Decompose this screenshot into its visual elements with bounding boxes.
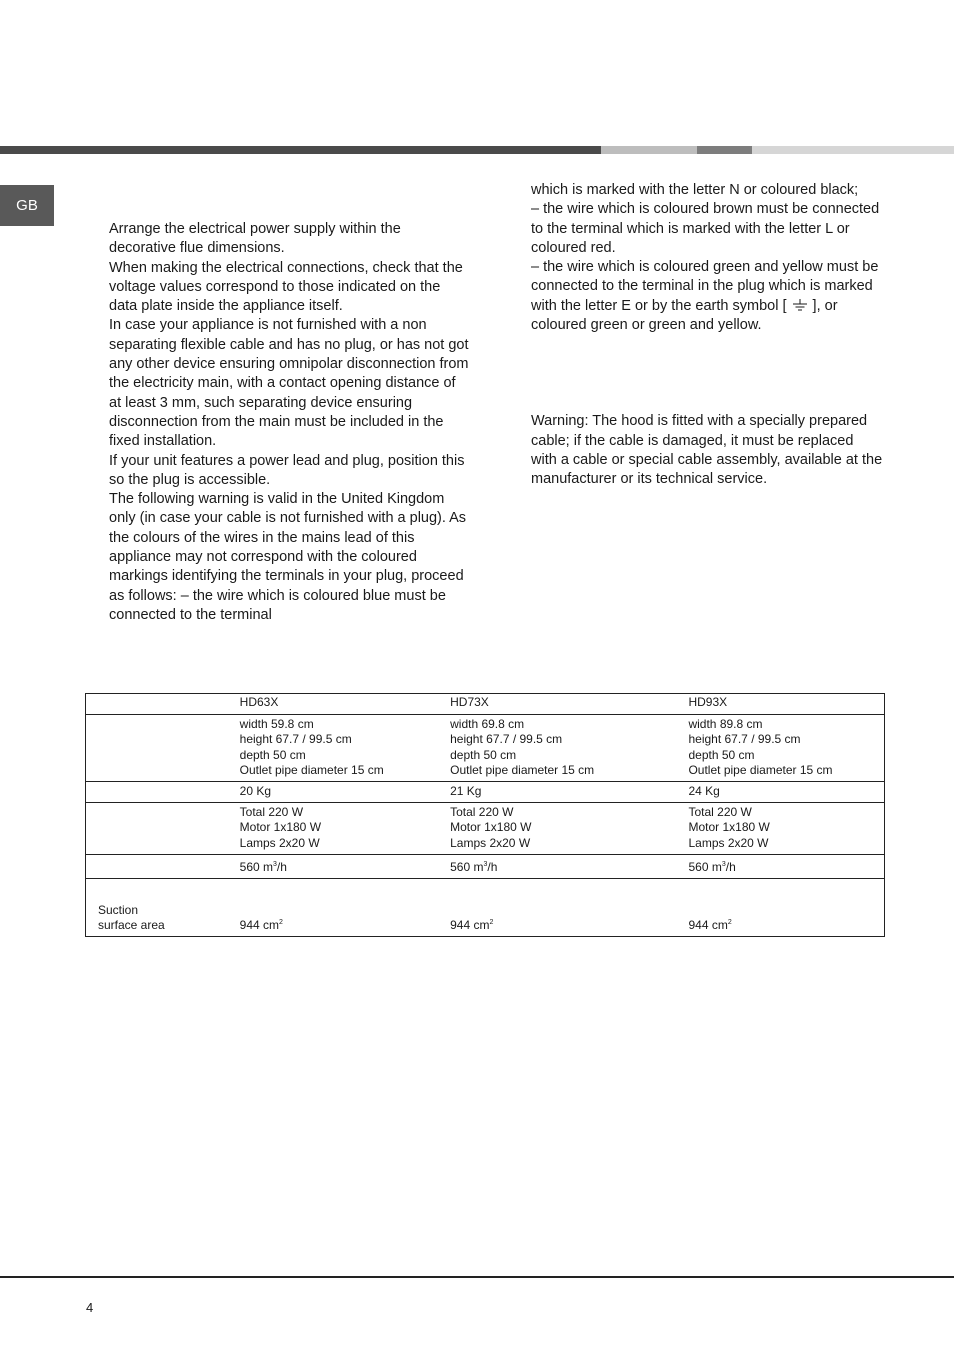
cell-line: depth 50 cm xyxy=(450,747,517,762)
cell-line: width 59.8 cm xyxy=(239,717,314,732)
weight-cell: 20 Kg xyxy=(240,782,450,803)
power-cell xyxy=(450,803,688,855)
paragraph xyxy=(531,258,883,335)
header-bar-light-end xyxy=(752,146,954,154)
row-label xyxy=(86,803,240,855)
cell-line: depth 50 cm xyxy=(688,747,755,762)
warning-paragraph: Warning: The hood is fitted with a specially prepared cable; if the cable is damaged, it must be replaced with a cable or special cable assembly, available at the manufacturer or its technical service. xyxy=(531,413,883,488)
model-header: HD73X xyxy=(450,695,489,709)
table-row xyxy=(86,782,885,803)
suction-cell xyxy=(240,879,450,937)
cell-line: height 67.7 / 99.5 cm xyxy=(450,732,563,747)
header-bar-mid xyxy=(697,146,752,154)
paragraph: In case your appliance is not furnished with a non separating flexible cable and has no plug, or has not got any other device ensuring omnipolar disconnection from the electricity main, with a contact opening distance of at least 3 mm, such separating device ensuring disconnection from the main must be included in the fixed installation. xyxy=(109,317,469,450)
airflow-cell xyxy=(450,854,688,878)
table-row xyxy=(86,694,885,715)
row-label xyxy=(86,715,240,782)
airflow-sup: 3 xyxy=(721,860,726,868)
table-row xyxy=(86,879,885,937)
cell-line: Motor 1x180 W xyxy=(688,820,770,835)
suction-sup: 2 xyxy=(279,918,283,926)
paragraph: The following warning is valid in the United Kingdom only (in case your cable is not furnished with a plug). As the colours of the wires in the mains lead of this appliance may not correspond with the coloured markings identifying the terminals in your plug, proceed as follows: – the wire which is coloured blue must be connected to the terminal xyxy=(109,491,467,623)
cell-line: Lamps 2x20 W xyxy=(239,835,320,850)
paragraph: Arrange the electrical power supply within the decorative flue dimensions. xyxy=(109,221,401,257)
page-number: 4 xyxy=(86,1300,94,1315)
dimensions-cell xyxy=(688,715,884,782)
cell-line: Outlet pipe diameter 15 cm xyxy=(450,762,595,777)
header-bar-light xyxy=(601,146,697,154)
cell-line: width 89.8 cm xyxy=(688,717,763,732)
cell-line: Total 220 W xyxy=(688,805,752,820)
paragraph: – the wire which is coloured brown must be connected to the terminal which is marked with the letter L or coloured red. xyxy=(531,201,880,256)
power-cell xyxy=(688,803,884,855)
footer-rule xyxy=(0,1276,954,1278)
airflow-value: 560 m xyxy=(239,859,274,874)
row-label xyxy=(86,782,240,803)
airflow-unit: /h xyxy=(725,859,736,874)
dimensions-cell xyxy=(240,715,450,782)
airflow-sup: 3 xyxy=(483,860,488,868)
earth-symbol-icon xyxy=(791,299,809,311)
earth-text-after: ], or coloured green or green and yellow. xyxy=(531,297,838,334)
airflow-value: 560 m xyxy=(450,859,484,874)
suction-sup: 2 xyxy=(489,918,494,926)
suction-value: 944 cm xyxy=(688,917,728,932)
airflow-unit: /h xyxy=(276,859,287,874)
row-label xyxy=(86,694,240,715)
airflow-cell xyxy=(688,854,884,878)
cell-line: width 69.8 cm xyxy=(450,717,525,732)
airflow-value: 560 m xyxy=(688,859,722,874)
table-row xyxy=(86,715,885,782)
power-cell xyxy=(240,803,450,855)
cell-line: Motor 1x180 W xyxy=(450,820,532,835)
airflow-unit: /h xyxy=(487,859,498,874)
suction-value: 944 cm xyxy=(239,917,280,932)
suction-sup: 2 xyxy=(727,918,732,926)
suction-value: 944 cm xyxy=(450,917,490,932)
table-row xyxy=(86,854,885,878)
paragraph: If your unit features a power lead and plug, position this so the plug is accessible. xyxy=(109,452,465,488)
dimensions-cell xyxy=(450,715,688,782)
cell-line: height 67.7 / 99.5 cm xyxy=(239,732,352,747)
row-label xyxy=(86,879,240,937)
airflow-sup: 3 xyxy=(273,860,277,868)
cell-line: Lamps 2x20 W xyxy=(688,835,769,850)
language-tab: GB xyxy=(0,185,54,226)
row-label xyxy=(86,854,240,878)
cell-line: depth 50 cm xyxy=(239,747,306,762)
table-row xyxy=(86,803,885,855)
cell-line: Outlet pipe diameter 15 cm xyxy=(688,762,833,777)
model-header: HD93X xyxy=(688,695,728,709)
left-column xyxy=(109,220,471,625)
airflow-cell xyxy=(240,854,450,878)
cell-line: Total 220 W xyxy=(450,805,514,820)
paragraph: which is marked with the letter N or coloured black; xyxy=(531,182,859,198)
cell-line: height 67.7 / 99.5 cm xyxy=(688,732,801,747)
paragraph: When making the electrical connections, check that the voltage values correspond to those indicated on the data plate inside the appliance itself. xyxy=(109,259,463,315)
right-column xyxy=(531,181,883,490)
suction-cell xyxy=(450,879,688,937)
row-label-line: surface area xyxy=(98,917,165,932)
cell-line: Outlet pipe diameter 15 cm xyxy=(239,762,384,777)
weight-cell: 24 Kg xyxy=(688,782,884,803)
spacer xyxy=(531,335,883,412)
suction-cell xyxy=(688,879,884,937)
weight-cell: 21 Kg xyxy=(450,782,688,803)
spec-table xyxy=(85,693,885,937)
header-bar-dark xyxy=(0,146,601,154)
cell-line: Total 220 W xyxy=(239,805,304,820)
model-header: HD63X xyxy=(239,695,279,709)
row-label-line: Suction xyxy=(98,902,139,917)
cell-line: Lamps 2x20 W xyxy=(450,835,531,850)
earth-text-before: – the wire which is coloured green and yellow must be connected to the terminal in the plug which is marked with the letter E or by the earth symbol [ xyxy=(531,259,879,314)
cell-line: Motor 1x180 W xyxy=(239,820,322,835)
